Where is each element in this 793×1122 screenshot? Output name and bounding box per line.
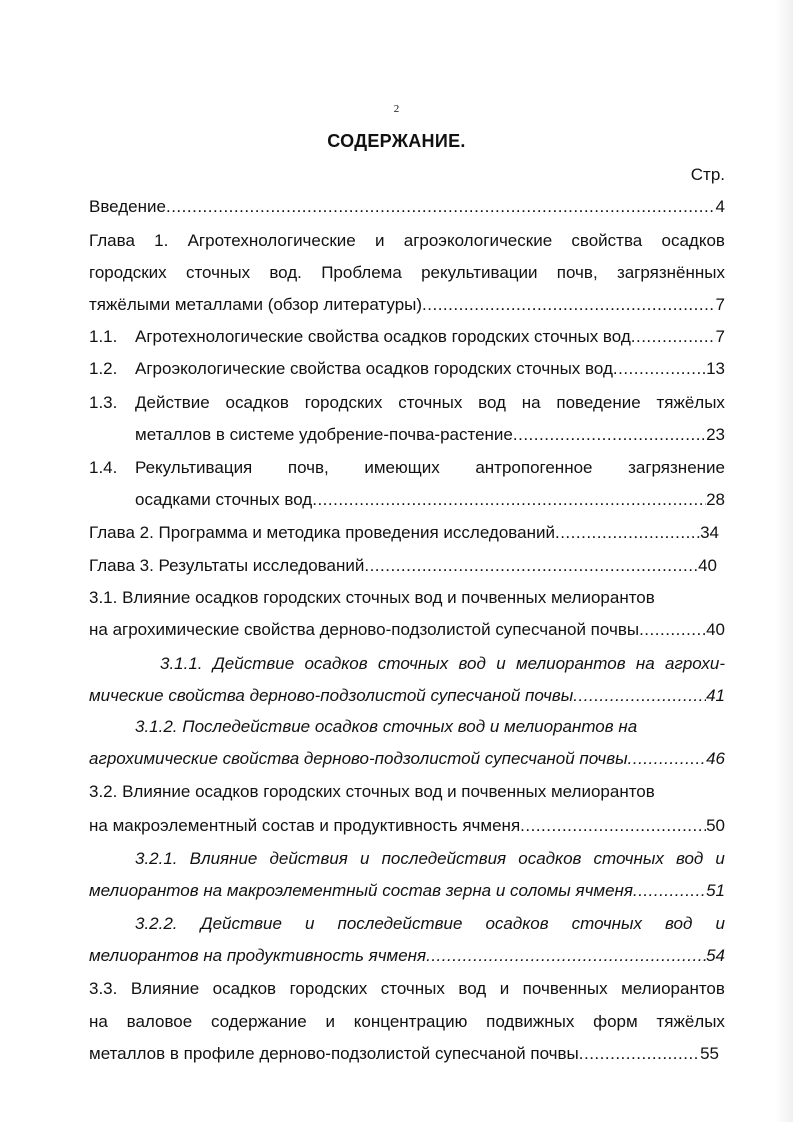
toc-chapter-1-line-1: Глава 1. Агротехнологические и агроэкологические свойства осадков [89, 231, 725, 250]
toc-section-3-3-line-1: 3.3. Влияние осадков городских сточных вод и почвенных мелиорантов [89, 979, 725, 998]
toc-subsection-3-1-1-line-1: 3.1.1. Действие осадков сточных вод и мелиорантов на агрохи- [160, 654, 725, 673]
entry-text: Агроэкологические свойства осадков городских сточных вод [135, 359, 613, 378]
entry-text: на макроэлементный состав и продуктивность ячменя [89, 816, 521, 835]
dot-leader [573, 683, 706, 709]
entry-text: мелиорантов на макроэлементный состав зерна и соломы ячменя [89, 881, 633, 900]
toc-section-1-1[interactable] [135, 324, 725, 350]
entry-text: мические свойства дерново-подзолистой супесчаной почвы [89, 686, 574, 705]
toc-subsection-3-1-2-line-2[interactable] [89, 746, 725, 772]
entry-text: Глава 3. Результаты исследований [89, 556, 365, 575]
dot-leader [628, 746, 706, 772]
toc-section-3-1-line-2[interactable] [89, 617, 725, 643]
toc-section-3-2-line-2[interactable] [89, 813, 725, 839]
entry-text: Глава 2. Программа и методика проведения исследований [89, 523, 555, 542]
toc-subsection-3-2-1-line-2[interactable] [89, 878, 725, 904]
entry-text: металлов в профиле дерново-подзолистой супесчаной почвы [89, 1044, 579, 1063]
dot-leader [364, 553, 698, 579]
toc-section-1-4-line-1: Рекультивация почв, имеющих антропогенное загрязнение [135, 458, 725, 477]
dot-leader [579, 1041, 700, 1067]
dot-leader [613, 356, 706, 382]
section-number: 1.4. [89, 458, 118, 477]
toc-section-3-3-line-2: на валовое содержание и концентрацию подвижных форм тяжёлых [89, 1012, 725, 1031]
entry-text: осадками сточных вод [135, 490, 313, 509]
section-number: 1.1. [89, 327, 118, 346]
entry-page: 40 [706, 620, 725, 639]
entry-text: на агрохимические свойства дерново-подзолистой супесчаной почвы [89, 620, 640, 639]
entry-page: 34 [700, 523, 719, 542]
dot-leader [639, 617, 706, 643]
dot-leader [426, 943, 706, 969]
entry-page: 40 [698, 556, 717, 575]
entry-text: металлов в системе удобрение-почва-растение [135, 425, 513, 444]
dot-leader [520, 813, 706, 839]
entry-page: 23 [706, 425, 725, 444]
dot-leader [555, 520, 700, 546]
dot-leader [422, 292, 716, 318]
entry-text: агрохимические свойства дерново-подзолистой супесчаной почвы [89, 749, 628, 768]
toc-section-1-3-line-1: Действие осадков городских сточных вод на поведение тяжёлых [135, 393, 725, 412]
page-edge-shadow [775, 0, 793, 1122]
toc-title: СОДЕРЖАНИЕ. [327, 131, 466, 151]
toc-chapter-2[interactable] [89, 520, 719, 546]
entry-page: 28 [706, 490, 725, 509]
page-number: 2 [393, 103, 400, 115]
toc-subsection-3-1-1-line-2[interactable] [89, 683, 725, 709]
dot-leader [513, 422, 706, 448]
toc-entry-introduction[interactable] [89, 194, 725, 220]
entry-text: тяжёлыми металлами (обзор литературы) [89, 295, 423, 314]
toc-section-3-2-line-1: 3.2. Влияние осадков городских сточных вод и почвенных мелиорантов [89, 782, 655, 801]
toc-subsection-3-1-2-line-1: 3.1.2. Последействие осадков сточных вод и мелиорантов на [135, 717, 638, 736]
toc-chapter-1-line-2: городских сточных вод. Проблема рекультивации почв, загрязнённых [89, 263, 725, 282]
entry-page: 41 [706, 686, 725, 705]
toc-chapter-1-line-3[interactable] [89, 292, 725, 318]
entry-page: 51 [706, 881, 725, 900]
entry-page: 4 [715, 197, 725, 216]
toc-chapter-3[interactable] [89, 553, 717, 579]
toc-section-3-3-line-3[interactable] [89, 1041, 719, 1067]
entry-page: 50 [706, 816, 725, 835]
entry-page: 54 [706, 946, 725, 965]
toc-section-1-2[interactable] [135, 356, 725, 382]
toc-subsection-3-2-1-line-1: 3.2.1. Влияние действия и последействия осадков сточных вод и [135, 849, 725, 868]
entry-page: 13 [706, 359, 725, 378]
entry-page: 55 [700, 1044, 719, 1063]
entry-page: 46 [706, 749, 725, 768]
entry-text: Агротехнологические свойства осадков городских сточных вод [135, 327, 631, 346]
dot-leader [312, 487, 706, 513]
dot-leader [166, 194, 716, 220]
section-number: 1.2. [89, 359, 118, 378]
toc-section-1-4-line-2[interactable] [135, 487, 725, 513]
page-column-label: Стр. [690, 165, 725, 184]
entry-text: мелиорантов на продуктивность ячменя [89, 946, 427, 965]
entry-page: 7 [715, 327, 725, 346]
toc-section-1-3-line-2[interactable] [135, 422, 725, 448]
entry-text: Введение [89, 197, 166, 216]
section-number: 1.3. [89, 393, 118, 412]
toc-subsection-3-2-2-line-1: 3.2.2. Действие и последействие осадков сточных вод и [135, 914, 725, 933]
dot-leader [633, 878, 706, 904]
dot-leader [631, 324, 716, 350]
toc-subsection-3-2-2-line-2[interactable] [89, 943, 725, 969]
toc-section-3-1-line-1: 3.1. Влияние осадков городских сточных вод и почвенных мелиорантов [89, 588, 655, 607]
entry-page: 7 [715, 295, 725, 314]
